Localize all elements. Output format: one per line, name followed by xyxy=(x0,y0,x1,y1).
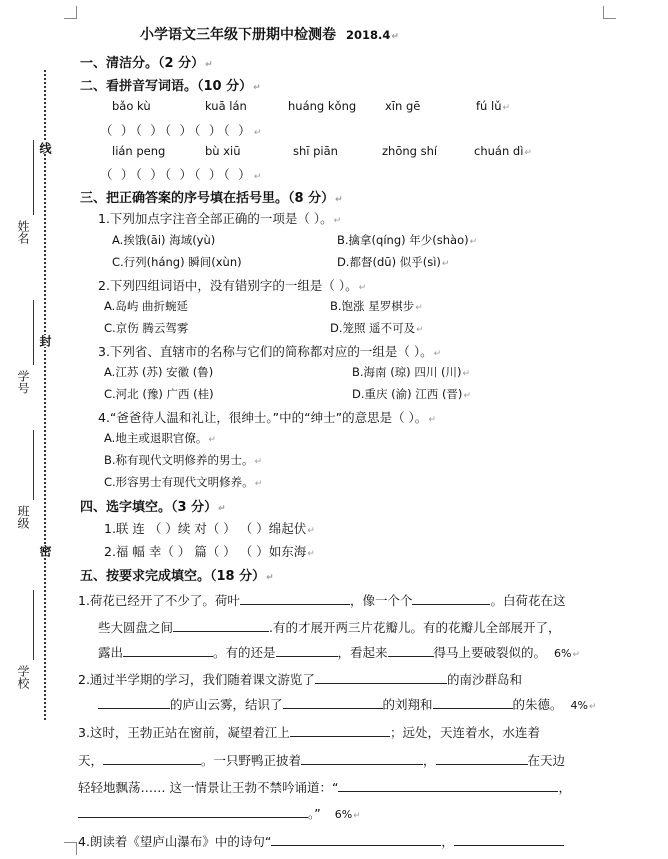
q5-3-score: 6% ↵ xyxy=(335,808,361,821)
q4-row-1: 1.联 连 （ ）续 对（ ） （ ）绵起伏 ↵ xyxy=(104,519,315,537)
q5-1-blank-4[interactable] xyxy=(123,644,213,657)
q5-2-blank-2[interactable] xyxy=(98,696,170,709)
section-4-heading: 四、选字填空。（3 分） ↵ xyxy=(80,496,226,515)
q3-4-option-c: C.形容男士有现代文明修养。 ↵ xyxy=(104,474,262,490)
q5-3-blank-4[interactable] xyxy=(436,752,528,765)
q4-row-2: 2.福 幅 幸（ ） 篇（ ） （ ）如东海 ↵ xyxy=(104,542,315,560)
binding-underline-class xyxy=(33,430,34,500)
q5-3-text-a: 3.这时，王勃正站在窗前，凝望着江上 xyxy=(78,725,290,740)
exam-title-text: 小学语文三年级下册期中检测卷 xyxy=(140,27,336,43)
q3-1-option-a: A.挨饿(āi) 海域(yù) xyxy=(112,233,216,247)
q5-1-blank-2[interactable] xyxy=(412,592,490,605)
q3-3-option-a: A.江苏 (苏) 安徽 (鲁) xyxy=(104,365,214,379)
pinyin-3: huáng kǒng xyxy=(288,99,357,113)
corner-mark-bottom-left xyxy=(64,842,77,855)
pinyin-7: bù xiū xyxy=(205,144,241,158)
q5-4-line-1 xyxy=(78,832,564,850)
pinyin-8: shī piān xyxy=(293,144,338,158)
q5-1-score: 6% ↵ xyxy=(554,647,580,660)
q3-1-option-c: C.行列(háng) 瞬间(xùn) xyxy=(112,255,242,269)
q3-4-question: 4.“爸爸待人温和礼让，很绅士。”中的“绅士”的意思是（ ）。 ↵ xyxy=(98,408,436,426)
binding-label-class: 班级 xyxy=(16,505,30,529)
q5-1-text-d: 些大圆盘之间 xyxy=(98,620,174,635)
q5-1-text-a: 1.荷花已经开了不少了。荷叶 xyxy=(78,593,240,608)
section-3-heading: 三、把正确答案的序号填在括号里。（8 分） ↵ xyxy=(80,187,343,206)
q5-3-line-2 xyxy=(78,751,565,769)
binding-underline-name xyxy=(33,140,34,215)
q5-2-text-d: 的刘翔和 xyxy=(382,697,433,712)
q5-1-blank-6[interactable] xyxy=(388,644,434,657)
q5-3-blank-1[interactable] xyxy=(290,724,390,737)
binding-underline-school xyxy=(33,590,34,660)
q3-3-option-b: B.海南 (琼) 四川 (川) ↵ xyxy=(352,364,470,380)
q5-1-line-2 xyxy=(98,618,561,636)
q3-2-option-b: B.饱涨 星罗棋步 ↵ xyxy=(330,298,423,314)
q5-2-text-a: 2.通过半学期的学习，我们随着课文游览了 xyxy=(78,672,315,687)
q5-1-text-e: .有的才展开两三片花瓣儿。有的花瓣儿全部展开了， xyxy=(269,620,561,635)
q3-4-option-a: A.地主或退职官僚。 ↵ xyxy=(104,430,216,446)
q5-1-text-g: 。有的还是 xyxy=(213,645,276,660)
q3-3-question: 3.下列省、直辖市的名称与它们的简称都对应的一组是（ ）。 ↵ xyxy=(98,342,441,360)
q3-2-question: 2.下列四组词语中，没有错别字的一组是（ ）。 ↵ xyxy=(98,276,366,294)
q5-1-line-3 xyxy=(98,643,580,661)
q5-3-text-f: 在天边 xyxy=(527,753,566,768)
q5-3-blank-2[interactable] xyxy=(103,752,201,765)
q5-3-blank-3[interactable] xyxy=(301,752,423,765)
q3-2-option-d: D.笼照 遥不可及 ↵ xyxy=(330,320,424,336)
q3-2-option-a: A.岛屿 曲折蜿延 xyxy=(104,299,188,313)
q3-3-option-d: D.重庆 (渝) 江西 (晋) ↵ xyxy=(352,386,471,402)
q5-1-text-f: 露出 xyxy=(98,645,124,660)
q5-2-text-c: 的庐山云雾，结识了 xyxy=(170,697,283,712)
q5-3-line-3 xyxy=(78,778,571,796)
q5-4-text-a: 4.朗读着《望庐山瀑布》中的诗句“ xyxy=(78,834,272,849)
section-1-heading: 一、清洁分。（2 分） ↵ xyxy=(80,52,213,71)
q5-2-blank-3[interactable] xyxy=(283,696,383,709)
q3-1-option-d: D.都督(dū) 似乎(sì) ↵ xyxy=(337,254,449,270)
q5-3-line-4 xyxy=(78,804,361,822)
q3-4-option-b: B.称有现代文明修养的男士。 ↵ xyxy=(104,452,262,468)
q3-1-question: 1.下列加点字注音全部正确的一项是（ ）。 ↵ xyxy=(98,209,341,227)
q5-2-score: 4% ↵ xyxy=(571,699,597,712)
binding-dotted-line xyxy=(44,70,46,720)
q5-1-blank-5[interactable] xyxy=(276,644,338,657)
corner-mark-top-right xyxy=(603,6,616,19)
binding-label-name: 姓名 xyxy=(16,220,30,244)
q3-1-option-b: B.擒拿(qíng) 年少(shào) ↵ xyxy=(337,232,477,248)
q5-1-blank-1[interactable] xyxy=(240,592,350,605)
q5-1-line-1 xyxy=(78,591,565,609)
q5-2-blank-1[interactable] xyxy=(315,671,447,684)
binding-label-school: 学校 xyxy=(16,665,30,689)
pinyin-1: bǎo kù xyxy=(112,99,151,113)
q5-4-blank-2[interactable] xyxy=(454,833,564,846)
q5-2-text-b: 的南沙群岛和 xyxy=(446,672,522,687)
q5-4-text-b: ， xyxy=(441,834,454,849)
answer-parens-row-2[interactable]: （ ）（ ）（ ）（ ）（ ） ↵ xyxy=(100,165,264,183)
q5-3-line-1 xyxy=(78,723,540,741)
binding-mark-cover: 封 xyxy=(38,335,52,347)
q3-3-option-c: C.河北 (豫) 广西 (桂) xyxy=(104,387,214,401)
q5-1-text-h: ，看起来 xyxy=(337,645,388,660)
q5-3-text-c: 天， xyxy=(78,753,104,768)
pinyin-9: zhōng shí xyxy=(382,144,438,158)
q5-2-blank-4[interactable] xyxy=(433,696,513,709)
q5-3-blank-5[interactable] xyxy=(338,779,558,792)
q5-3-text-e: ， xyxy=(423,753,436,768)
exam-date: 2018.4 ↵ xyxy=(346,28,399,42)
pinyin-6: lián peng xyxy=(112,144,166,158)
q5-3-text-h: ， xyxy=(558,780,571,795)
answer-parens-row-1[interactable]: （ ）（ ）（ ）（ ）（ ） ↵ xyxy=(100,121,264,139)
q3-2-option-c: C.京伤 腾云驾雾 xyxy=(104,321,189,335)
section-2-heading: 二、看拼音写词语。（10 分） ↵ xyxy=(80,75,261,94)
q5-3-blank-6[interactable] xyxy=(78,805,308,818)
q5-4-blank-1[interactable] xyxy=(271,833,441,846)
pinyin-4: xīn gē xyxy=(385,99,421,113)
q5-2-line-1 xyxy=(78,670,522,688)
q5-1-text-i: 得马上要破裂似的。 xyxy=(433,645,547,660)
binding-mark-seal: 密 xyxy=(38,545,52,557)
q5-3-text-i: 。” xyxy=(308,806,321,821)
q5-3-text-b: ；远处，天连着水，水连着 xyxy=(389,725,540,740)
corner-mark-top-left xyxy=(64,6,77,19)
section-5-heading: 五、按要求完成填空。（18 分） ↵ xyxy=(80,565,274,584)
binding-underline-number xyxy=(33,300,34,365)
pinyin-2: kuā lán xyxy=(205,99,247,113)
q5-2-line-2 xyxy=(98,695,597,713)
q5-1-blank-3[interactable] xyxy=(173,619,269,632)
q5-3-text-g: 轻轻地飘荡…… 这一情景让王勃不禁吟诵道：“ xyxy=(78,780,339,795)
q5-1-text-c: 。白荷花在这 xyxy=(490,593,566,608)
q5-1-text-b: ，像一个个 xyxy=(349,593,413,608)
binding-mark-line: 线 xyxy=(38,142,52,154)
pinyin-5: fú lǔ ↵ xyxy=(476,99,510,113)
exam-title xyxy=(140,24,399,44)
q5-2-text-e: 的朱德。 xyxy=(512,697,563,712)
binding-label-number: 学号 xyxy=(16,370,30,394)
q5-3-text-d: 。一只野鸭正披着 xyxy=(201,753,302,768)
pinyin-10: chuán dì ↵ xyxy=(474,144,532,158)
